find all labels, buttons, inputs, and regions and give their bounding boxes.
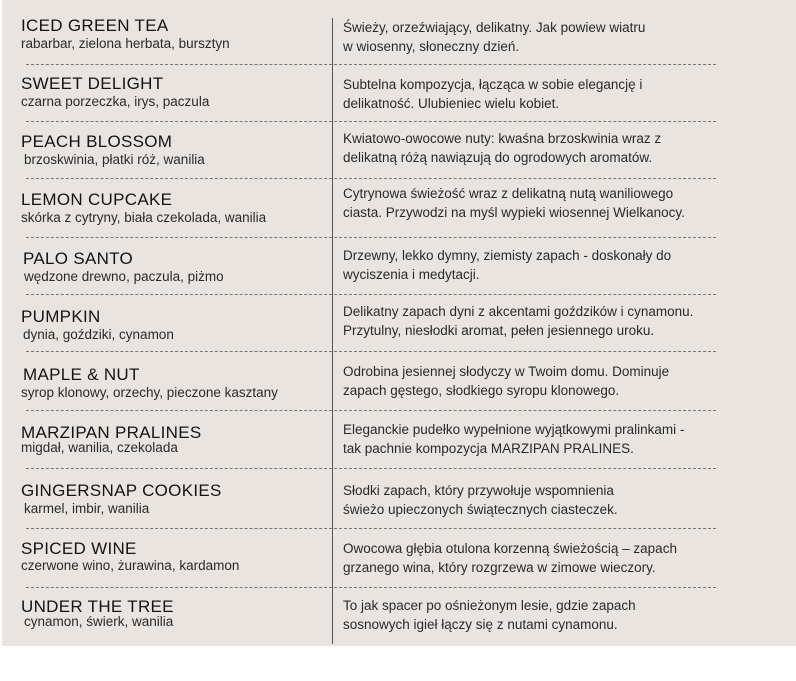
row-separator	[334, 587, 716, 588]
product-notes: czarna porzeczka, irys, paczula	[21, 94, 210, 109]
table-row	[2, 304, 796, 365]
product-name: SPICED WINE	[21, 539, 137, 558]
row-separator	[26, 468, 332, 469]
table-row	[2, 249, 796, 307]
product-name: SWEET DELIGHT	[21, 74, 164, 93]
product-description: Świeży, orzeźwiający, delikatny. Jak powiew wiatru w wiosenny, słoneczny dzień.	[343, 20, 646, 54]
row-separator	[26, 410, 332, 411]
row-separator	[334, 294, 716, 295]
product-table	[2, 0, 796, 646]
row-separator	[26, 237, 332, 238]
product-name: ICED GREEN TEA	[21, 16, 169, 35]
product-notes: brzoskwinia, płatki róż, wanilia	[24, 152, 205, 167]
product-notes: rabarbar, zielona herbata, bursztyn	[21, 36, 230, 51]
row-separator	[26, 587, 332, 588]
product-notes: cynamon, świerk, wanilia	[24, 614, 174, 629]
product-description: Delikatny zapach dyni z akcentami goździków i cynamonu. Przytulny, niesłodki aromat, pełen jesiennego uroku.	[343, 304, 694, 338]
row-separator	[334, 528, 716, 529]
row-separator	[26, 294, 332, 295]
product-name: LEMON CUPCAKE	[21, 190, 173, 209]
product-notes: czerwone wino, żurawina, kardamon	[21, 558, 240, 573]
product-name: PUMPKIN	[21, 307, 101, 326]
product-description: Drzewny, lekko dymny, ziemisty zapach - doskonały do wyciszenia i medytacji.	[343, 248, 672, 282]
product-name: PEACH BLOSSOM	[21, 132, 173, 151]
table-row	[2, 16, 796, 74]
table-row	[2, 481, 796, 539]
row-separator	[334, 121, 716, 122]
product-notes: skórka z cytryny, biała czekolada, wanilia	[21, 210, 267, 225]
product-name: MAPLE & NUT	[23, 365, 140, 384]
row-separator	[26, 351, 332, 352]
table-row	[2, 74, 796, 132]
product-description: To jak spacer po ośnieżonym lesie, gdzie zapach sosnowych igieł łączy się z nutami cynamonu.	[343, 598, 636, 632]
row-separator	[26, 528, 332, 529]
row-separator	[26, 178, 332, 179]
row-separator	[334, 237, 716, 238]
row-separator	[334, 351, 716, 352]
table-row	[2, 365, 796, 423]
product-description: Subtelna kompozycja, łącząca w sobie elegancję i delikatność. Ulubieniec wielu kobiet.	[343, 77, 643, 111]
product-description: Eleganckie pudełko wypełnione wyjątkowymi pralinkami - tak pachnie kompozycja MARZIPAN PRALINES.	[343, 422, 685, 456]
table-row	[2, 186, 796, 248]
product-description: Słodki zapach, który przywołuje wspomnienia świeżo upieczonych świątecznych ciasteczek.	[343, 483, 618, 517]
product-notes: karmel, imbir, wanilia	[24, 501, 150, 516]
product-notes: syrop klonowy, orzechy, pieczone kasztany	[21, 385, 278, 400]
product-name: GINGERSNAP COOKIES	[21, 481, 222, 500]
product-description: Owocowa głębia otulona korzenną świeżością – zapach grzanego wina, który rozgrzewa w zimowe wieczory.	[343, 541, 677, 575]
row-separator	[334, 64, 716, 65]
product-name: UNDER THE TREE	[21, 597, 174, 616]
row-separator	[26, 121, 332, 122]
row-separator	[334, 468, 716, 469]
row-separator	[334, 410, 716, 411]
product-description: Odrobina jesiennej słodyczy w Twoim domu. Dominuje zapach gęstego, słodkiego syropu klonowego.	[343, 364, 670, 398]
product-notes: migdał, wanilia, czekolada	[21, 440, 178, 455]
product-name: MARZIPAN PRALINES	[21, 423, 202, 442]
table-row	[2, 423, 796, 481]
table-row	[2, 132, 796, 190]
product-name: PALO SANTO	[23, 249, 134, 268]
row-separator	[26, 64, 332, 65]
row-separator	[334, 178, 716, 179]
product-description: Cytrynowa świeżość wraz z delikatną nutą waniliowego ciasta. Przywodzi na myśl wypieki wiosennej Wielkanocy.	[343, 186, 685, 220]
table-row	[2, 539, 796, 597]
table-row	[2, 597, 796, 655]
product-notes: wędzone drewno, paczula, piżmo	[24, 269, 224, 284]
product-notes: dynia, goździki, cynamon	[23, 327, 174, 342]
product-description: Kwiatowo-owocowe nuty: kwaśna brzoskwinia wraz z delikatną różą nawiązują do ogrodowych aromatów.	[343, 131, 662, 165]
